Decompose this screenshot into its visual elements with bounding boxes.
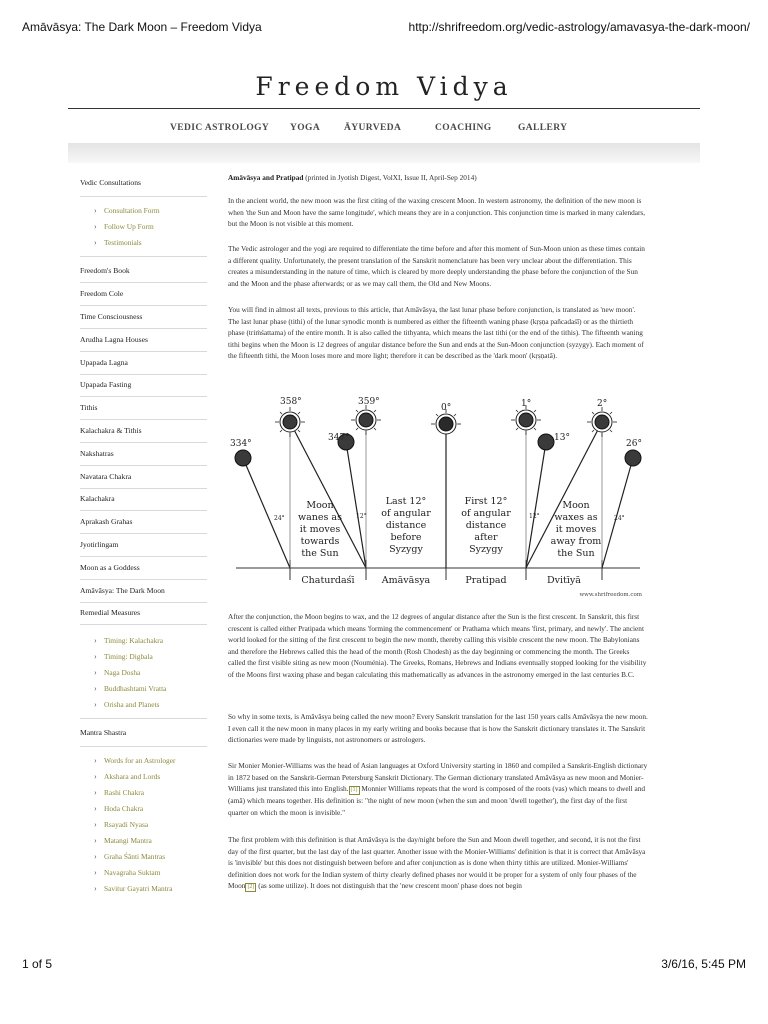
article-paragraph: The Vedic astrologer and the yogi are required to differentiate the time before and after this moment of Sun-Moon union as these times contain a different quality. Unfortunately, the present translation of the Sanskrit nomenclature has been very unclear about the differentiation. This creates a misunderstanding in the nature of time, which is cleared by more deeply understanding the phase before the conjunction of the Sun and the Moon and the phase afterwards; or as we may call them, the Old and New Moons. xyxy=(228,244,645,288)
svg-text:wanes as: wanes as xyxy=(298,512,342,523)
sidebar-subitem-rashi-chakra[interactable]: › Rashi Chakra xyxy=(94,788,145,797)
phase-label-dvitiya: Dvitīyā xyxy=(547,575,581,586)
phase-label-chaturdashi: Chaturdaśī xyxy=(301,575,355,586)
sidebar-item-aprakash-grahas[interactable]: Aprakash Grahas xyxy=(80,517,133,526)
svg-text:waxes as: waxes as xyxy=(554,512,598,523)
sidebar-divider xyxy=(80,488,207,489)
chevron-right-icon: › xyxy=(94,238,97,247)
angle-label: 2° xyxy=(597,399,608,409)
moon-1 xyxy=(519,413,533,427)
angle-label: 0° xyxy=(441,403,452,413)
sidebar-divider xyxy=(80,419,207,420)
moon-line-26 xyxy=(602,458,633,568)
sidebar-item-tithis[interactable]: Tithis xyxy=(80,403,98,412)
print-header-url[interactable]: http://shrifreedom.org/vedic-astrology/amavasya-the-dark-moon/ xyxy=(408,20,750,34)
chevron-right-icon: › xyxy=(94,206,97,215)
sidebar-item-kalachakra[interactable]: Kalachakra xyxy=(80,494,115,503)
sidebar-subitem-timing-kalachakra[interactable]: › Timing: Kalachakra xyxy=(94,636,164,645)
article-paragraph: So why in some texts, is Amāvāsya being called the new moon? Every Sanskrit translation for the last 150 years calls Amāvāsya the new moon. I even call it the new moon in many places in my early writing and books because that is how the Sanskrit dictionary translates it. The Sanskrit dictionaries were made by linguists, not astronomers or astrologers. xyxy=(228,712,648,744)
article-paragraph: After the conjunction, the Moon begins to wax, and the 12 degrees of angular distance after the Sun is the first crescent. In Sanskrit, this first crescent is called either Pratipada which means 'forming the commencement' or Prathama which means 'first, primary, and newly'. The ancient world looked for the sitting of the first crescent to begin the new month, thereby calling this visible crescent the new moon. The Babylonians and therefore the Hebrews called this the head of the month (Rosh Chodesh) as the day beginning or commencing the month. The Greeks called the first visible siting as new moon (Nouménia). The Greeks, Romans, Hebrews and Indians eventually stopped looking for the visibility of the Moons first waxing phase and began calculating this mathematically as advances in the astronomy emerged in the last centuries B.C. xyxy=(228,612,647,679)
svg-text:Moon: Moon xyxy=(562,500,590,511)
side-angle-label: 24° xyxy=(614,515,625,522)
sidebar-subitem-graha-santi-mantras[interactable]: › Graha Śānti Mantras xyxy=(94,852,166,861)
print-footer-page: 1 of 5 xyxy=(22,957,53,971)
article-paragraph: You will find in almost all texts, previous to this article, that Amāvāsya, the last lunar phase before conjunction, is translated as 'new moon'. The last lunar phase (tithi) of the lunar synodic month is numbered as either the fifteenth waning phase (kṛṣṇa pañcadaśī) or as the thirtieth phase (triṁśattama) of the entire month. It is also called the tithyanta, which means the last tithi (or the end of the tithis). The fifteenth waning tithi begins when the Moon is 12 degrees of angular distance before the Sun and ends at the Sun-Moon conjunction (syzygy). Each moment of the fifteenth tithi, the Moon loses more and more light; therefore it can be described as the 'dark moon' (kṛṣṇatā). xyxy=(228,305,644,360)
svg-text:away from: away from xyxy=(550,536,602,547)
chevron-right-icon: › xyxy=(94,222,97,231)
box-text-wax xyxy=(551,500,602,559)
sidebar-divider xyxy=(80,442,207,443)
sidebar-divider xyxy=(80,256,207,257)
svg-text:after: after xyxy=(474,532,498,543)
chevron-right-icon: › xyxy=(94,804,97,813)
sidebar-subitem-consultation-form[interactable]: › Consultation Form xyxy=(94,206,160,215)
title-divider xyxy=(68,108,700,109)
moon-13 xyxy=(538,434,554,450)
moon-334 xyxy=(235,450,251,466)
sidebar-divider xyxy=(80,624,207,625)
sidebar-subitem-testimonials[interactable]: › Testimonials xyxy=(94,238,142,247)
site-title[interactable]: Freedom Vidya xyxy=(255,72,513,101)
angle-label: 358° xyxy=(280,397,302,407)
moon-2 xyxy=(595,415,609,429)
chevron-right-icon: › xyxy=(94,636,97,645)
sidebar-subitem-rsayadi-nyasa[interactable]: › Rsayadi Nyasa xyxy=(94,820,149,829)
moon-358 xyxy=(283,415,297,429)
moon-359 xyxy=(359,413,373,427)
article-paragraph: In the ancient world, the new moon was the first citing of the waxing crescent Moon. In western astronomy, the definition of the new moon is when 'the Sun and Moon have the same longitude', which means they are in a conjunction. This conjunction time is marked in many calendars, but the Moon is not visible at this moment. xyxy=(228,196,646,228)
print-header xyxy=(22,20,750,36)
sidebar-subitem-orisha-and-planets[interactable]: › Orisha and Planets xyxy=(94,700,160,709)
sidebar-divider xyxy=(80,374,207,375)
sidebar-divider xyxy=(80,746,207,747)
sidebar-item-remedial-measures[interactable]: Remedial Measures xyxy=(80,608,141,617)
article-heading-note: (printed in Jyotish Digest, VolXI, Issue II, April-Sep 2014) xyxy=(305,173,477,182)
chevron-right-icon: › xyxy=(94,668,97,677)
sidebar-divider xyxy=(80,556,207,557)
footnote-link[interactable]: [1] xyxy=(350,787,358,793)
diagram-credit: www.shrifreedom.com xyxy=(579,592,642,598)
sidebar-divider xyxy=(80,579,207,580)
sidebar-subitem-hoda-chakra[interactable]: › Hoda Chakra xyxy=(94,804,144,813)
chevron-right-icon: › xyxy=(94,700,97,709)
sidebar-subitem-akshara-and-lords[interactable]: › Akshara and Lords xyxy=(94,772,161,781)
nav-shadow-band xyxy=(68,143,700,163)
svg-text:before: before xyxy=(390,532,422,543)
article-paragraph: The first problem with this definition is that Amāvāsya is the day/night before the Sun and Moon dwell together, and second, it is not the first day of the first quarter, but the last day of the last quarter. Another issue with the Monier-Williams' definition is that it is correct that Amāvāsya is 'invisible' but this does not distinguish between before and after conjunction as is done when thirty tithis are utilized. Monier-Williams' definition does not work for the Indian system of thirty clearly defined phases nor would it be proper for a system of only four phases of the Moon [2] (as some utilize). It does not distinguish that the 'new crescent moon' phase does not begin xyxy=(228,835,646,890)
svg-text:distance: distance xyxy=(465,520,507,531)
sidebar-item-freedoms-book[interactable]: Freedom's Book xyxy=(80,266,130,275)
sidebar-item-upapada-fasting[interactable]: Upapada Fasting xyxy=(80,380,132,389)
sidebar-divider xyxy=(80,282,207,283)
svg-text:it moves: it moves xyxy=(555,524,597,535)
chevron-right-icon: › xyxy=(94,884,97,893)
chevron-right-icon: › xyxy=(94,788,97,797)
sidebar-divider xyxy=(80,465,207,466)
article-paragraph: Sir Monier Monier-Williams was the head of Asian languages at Oxford University starting in 1860 and compiled a Sanskrit-English dictionary in 1872 based on the Sanskrit-German Petersburg Sanskrit Dictionary. The German dictionary translated Amāvāsya as new moon and Monier-Williams just translated this into English. [1] Monnier Williams repeats that the word is composed of the roots (vas) which means to dwell and (amā) which means together. His definition is: "the night of new moon (when the sun and moon 'dwell together'), the first day of the first quarter on which the moon is invisible." xyxy=(228,761,648,817)
sidebar-item-moon-as-a-goddess[interactable]: Moon as a Goddess xyxy=(80,563,140,572)
side-angle-label: 12° xyxy=(356,513,367,520)
sidebar-divider xyxy=(80,602,207,603)
sidebar-item-vedic-consultations[interactable]: Vedic Consultations xyxy=(80,178,141,187)
sidebar-subitem-savitur-gayatri-mantra[interactable]: › Savitur Gayatri Mantra xyxy=(94,884,173,893)
angle-label: 13° xyxy=(554,433,570,443)
moon-phase-diagram xyxy=(228,390,648,600)
svg-text:of angular: of angular xyxy=(381,508,431,519)
sidebar-item-navatara-chakra[interactable]: Navatara Chakra xyxy=(80,472,132,481)
svg-text:the Sun: the Sun xyxy=(557,548,595,559)
sidebar-item-time-consciousness[interactable]: Time Consciousness xyxy=(80,312,143,321)
footnote-link[interactable]: [2] xyxy=(247,884,255,890)
angle-label: 1° xyxy=(521,399,532,409)
nav-item-gallery[interactable]: GALLERY xyxy=(518,123,568,133)
sidebar-divider xyxy=(80,510,207,511)
sidebar-item-mantra-shastra[interactable]: Mantra Shastra xyxy=(80,728,127,737)
sidebar-item-nakshatras[interactable]: Nakshatras xyxy=(80,449,114,458)
svg-text:Syzygy: Syzygy xyxy=(469,544,503,555)
chevron-right-icon: › xyxy=(94,852,97,861)
sidebar-divider xyxy=(80,328,207,329)
sidebar-subitem-matangi-mantra[interactable]: › Matangi Mantra xyxy=(94,836,152,845)
phase-label-amavasya: Amāvāsya xyxy=(381,575,431,586)
svg-text:of angular: of angular xyxy=(461,508,511,519)
svg-text:the Sun: the Sun xyxy=(301,548,339,559)
sidebar-divider xyxy=(80,351,207,352)
chevron-right-icon: › xyxy=(94,820,97,829)
sidebar-item-arudha-lagna-houses[interactable]: Arudha Lagna Houses xyxy=(80,335,148,344)
sidebar-divider xyxy=(80,305,207,306)
svg-text:Last 12°: Last 12° xyxy=(385,496,427,507)
sidebar-divider xyxy=(80,718,207,719)
chevron-right-icon: › xyxy=(94,652,97,661)
sidebar-subitem-buddhashtami-vratta[interactable]: › Buddhashtami Vratta xyxy=(94,684,167,693)
svg-text:towards: towards xyxy=(300,536,340,547)
article-heading: Amāvāsya and Pratipad xyxy=(228,173,304,182)
chevron-right-icon: › xyxy=(94,756,97,765)
box-text-after xyxy=(461,496,511,555)
svg-text:it moves: it moves xyxy=(299,524,341,535)
nav-item-coaching[interactable]: COACHING xyxy=(435,123,492,133)
moon-line-334 xyxy=(243,458,290,568)
sidebar-divider xyxy=(80,396,207,397)
side-angle-label: 12° xyxy=(529,513,540,520)
sidebar-subitem-timing-digbala[interactable]: › Timing: Digbala xyxy=(94,652,153,661)
nav-item-yoga[interactable]: YOGA xyxy=(290,123,321,133)
box-text-before xyxy=(381,496,431,555)
svg-text:First 12°: First 12° xyxy=(464,496,508,507)
svg-text:Syzygy: Syzygy xyxy=(389,544,423,555)
sidebar-divider xyxy=(80,196,207,197)
chevron-right-icon: › xyxy=(94,772,97,781)
chevron-right-icon: › xyxy=(94,836,97,845)
sidebar-item-kalachakra-tithis[interactable]: Kalachakra & Tithis xyxy=(80,426,142,435)
sidebar-item-amavasya[interactable]: Amāvāsya: The Dark Moon xyxy=(80,586,165,595)
nav-item-ayurveda[interactable]: ĀYURVEDA xyxy=(344,123,402,133)
chevron-right-icon: › xyxy=(94,684,97,693)
sidebar-item-freedom-cole[interactable]: Freedom Cole xyxy=(80,289,124,298)
sidebar-divider xyxy=(80,533,207,534)
nav-item-vedic-astrology[interactable]: VEDIC ASTROLOGY xyxy=(170,123,270,133)
svg-text:distance: distance xyxy=(385,520,427,531)
sidebar-subitem-words-for-an-astrologer[interactable]: › Words for an Astrologer xyxy=(94,756,176,765)
chevron-right-icon: › xyxy=(94,868,97,877)
sidebar-subitem-navagraha-suktam[interactable]: › Navagraha Suktam xyxy=(94,868,161,877)
phase-label-pratipad: Pratipad xyxy=(465,575,507,586)
angle-label: 347° xyxy=(328,433,350,443)
angle-label: 359° xyxy=(358,397,380,407)
print-footer-datetime: 3/6/16, 5:45 PM xyxy=(661,957,746,971)
sidebar-subitem-follow-up-form[interactable]: › Follow Up Form xyxy=(94,222,154,231)
svg-text:Moon: Moon xyxy=(306,500,334,511)
sidebar-subitem-naga-dosha[interactable]: › Naga Dosha xyxy=(94,668,141,677)
sidebar-item-upapada-lagna[interactable]: Upapada Lagna xyxy=(80,358,128,367)
moon-0 xyxy=(439,417,453,431)
side-angle-label: 24° xyxy=(274,515,285,522)
angle-label: 26° xyxy=(626,439,642,449)
print-header-title: Amāvāsya: The Dark Moon – Freedom Vidya xyxy=(22,20,262,34)
article-heading-line xyxy=(228,172,648,184)
sidebar-item-jyotirlingam[interactable]: Jyotirlingam xyxy=(80,540,119,549)
moon-26 xyxy=(625,450,641,466)
angle-label: 334° xyxy=(230,439,252,449)
print-footer xyxy=(22,957,746,973)
main-nav xyxy=(68,120,700,138)
